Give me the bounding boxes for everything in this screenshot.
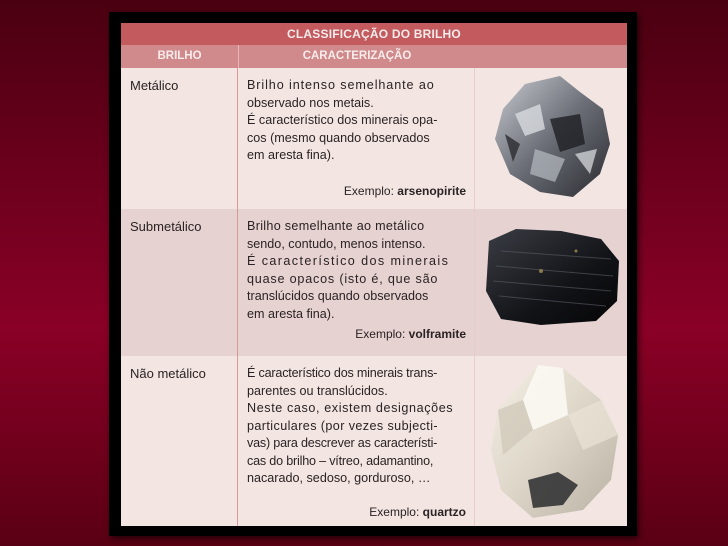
example-text xyxy=(355,326,466,344)
example-label: Exemplo: xyxy=(355,327,406,341)
mineral-rock-icon xyxy=(485,74,625,204)
text-line: particulares (por vezes subjecti- xyxy=(247,418,438,433)
text-line: Neste caso, existem designações xyxy=(247,401,454,415)
example-mineral: arsenopirite xyxy=(397,184,466,198)
table-row-submetalico xyxy=(121,209,627,356)
example-label: Exemplo: xyxy=(369,505,420,519)
wolframite-specimen-image xyxy=(475,209,627,356)
text-line: É característico dos minerais trans- xyxy=(247,366,438,380)
characterization-cell xyxy=(238,356,475,526)
text-line: É característico dos minerais xyxy=(247,254,450,268)
example-mineral: volframite xyxy=(408,327,466,341)
text-line: cos (mesmo quando observados xyxy=(247,130,430,145)
text-line: vas) para descrever as característi- xyxy=(247,436,438,450)
luster-type: Submetálico xyxy=(121,209,238,356)
table-row-metalico xyxy=(121,68,627,209)
text-line: quase opacos (isto é, que são xyxy=(247,271,439,286)
mineral-crystal-icon xyxy=(483,360,627,520)
text-line: sendo, contudo, menos intenso. xyxy=(247,236,426,251)
table-title: CLASSIFICAÇÃO DO BRILHO xyxy=(121,23,627,45)
text-line: cas do brilho – vítreo, adamantino, xyxy=(247,453,434,468)
text-line: Brilho semelhante ao metálico xyxy=(247,219,425,233)
characterization-cell xyxy=(238,209,475,356)
example-text xyxy=(369,504,466,522)
table-row-nao-metalico xyxy=(121,356,627,526)
table-header-row xyxy=(121,45,627,68)
luster-type: Não metálico xyxy=(121,356,238,526)
text-line: em aresta fina). xyxy=(247,148,335,162)
text-line: translúcidos quando observados xyxy=(247,289,429,303)
luster-classification-table xyxy=(121,23,627,526)
header-caracterizacao: CARACTERIZAÇÃO xyxy=(302,50,412,62)
text-line: parentes ou translúcidos. xyxy=(247,383,388,398)
mineral-rock-icon xyxy=(481,221,626,331)
example-label: Exemplo: xyxy=(343,184,394,198)
example-mineral: quartzo xyxy=(422,505,466,519)
text-line: em aresta fina). xyxy=(247,306,335,321)
header-brilho: BRILHO xyxy=(121,45,239,68)
luster-type: Metálico xyxy=(121,68,238,209)
example-text xyxy=(344,183,466,201)
text-line: Brilho intenso semelhante ao xyxy=(247,78,435,92)
characterization-cell xyxy=(238,68,475,209)
text-line: observado nos metais. xyxy=(247,95,374,110)
text-line: nacarado, sedoso, gorduroso, … xyxy=(247,471,431,485)
text-line: É característico dos minerais opa- xyxy=(247,113,438,127)
arsenopyrite-specimen-image xyxy=(475,68,627,209)
quartz-specimen-image xyxy=(475,356,627,526)
